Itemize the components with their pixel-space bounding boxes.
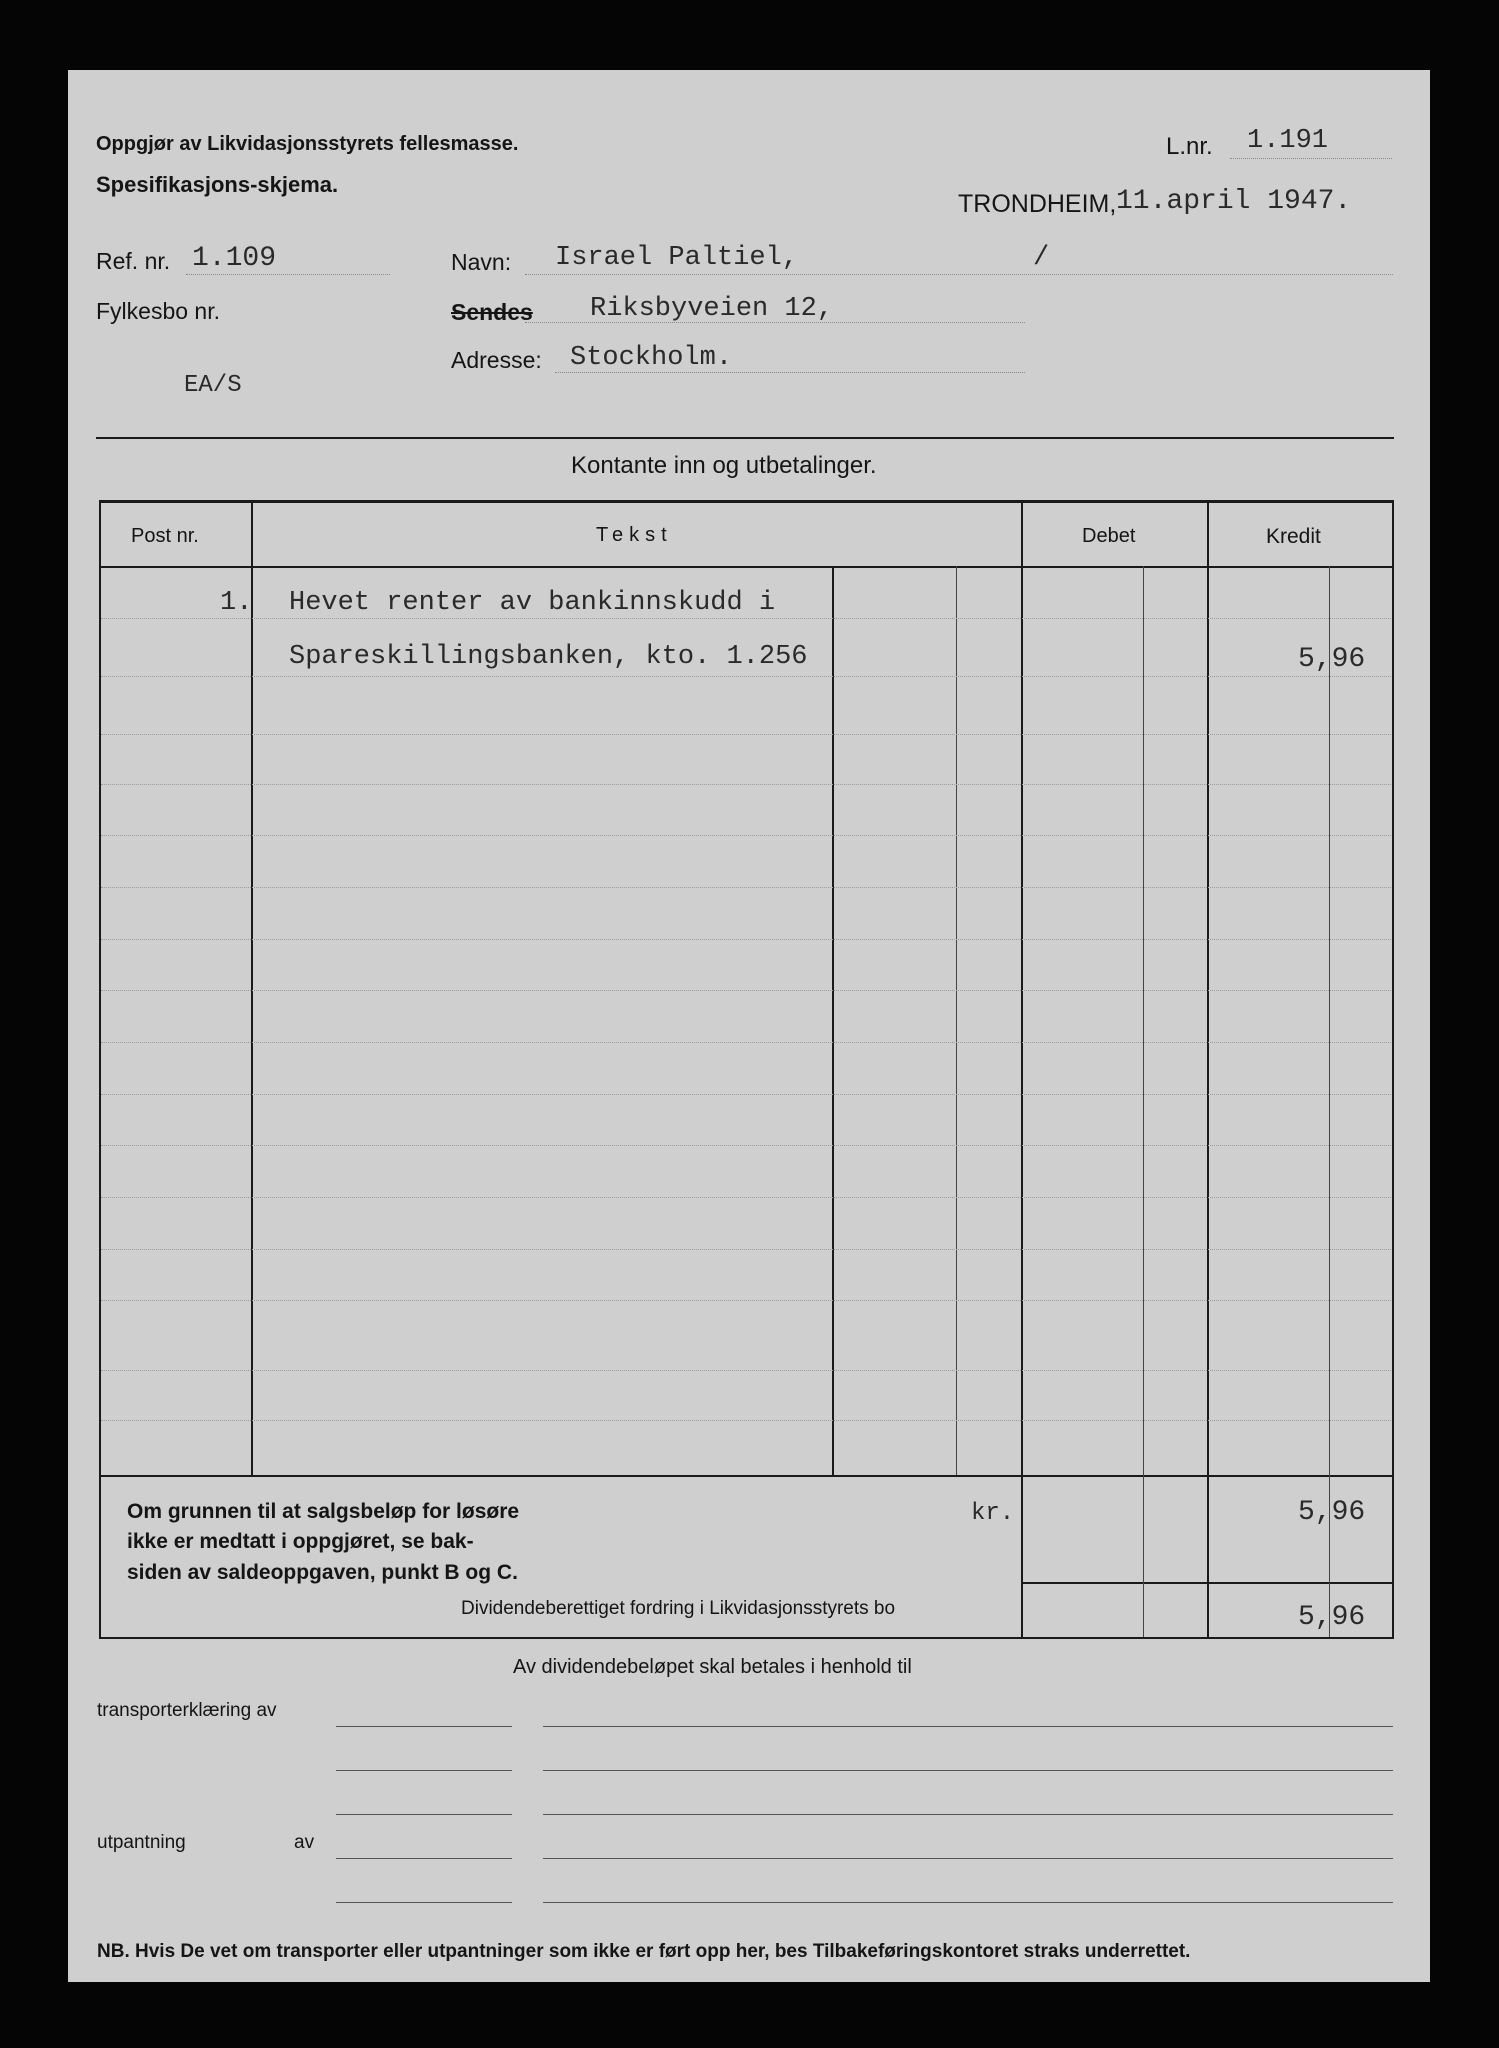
sendes-value: Riksbyveien 12, [590, 294, 834, 324]
col-header-debet: Debet [1082, 525, 1136, 547]
initials: EA/S [184, 372, 242, 399]
footer-note-3: siden av saldeoppgaven, punkt B og C. [127, 1561, 518, 1584]
kr-label: kr. [971, 1500, 1015, 1527]
dividend-kredit: 5,96 [1298, 1602, 1366, 1633]
transport-label: transporterklæring av [97, 1700, 277, 1721]
fylkesbo-label: Fylkesbo nr. [96, 298, 220, 324]
navn-label: Navn: [451, 249, 512, 275]
ref-value: 1.109 [192, 243, 277, 274]
date: 11.april 1947. [1116, 186, 1352, 217]
footer-note-2: ikke er medtatt i oppgjøret, se bak- [127, 1530, 474, 1553]
section-title: Kontante inn og utbetalinger. [571, 452, 877, 479]
adresse-value: Stockholm. [570, 343, 733, 373]
ref-label: Ref. nr. [96, 248, 171, 274]
row-2-kredit: 5,96 [1298, 644, 1366, 675]
adresse-label: Adresse: [451, 347, 542, 373]
document-page [68, 70, 1430, 1982]
navn-value: Israel Paltiel, [555, 243, 799, 273]
utpantning-av-label: av [294, 1832, 315, 1853]
header-line-1: Oppgjør av Likvidasjonsstyrets fellesmasse. [96, 133, 519, 155]
col-header-post: Post nr. [131, 525, 199, 547]
col-header-kredit: Kredit [1266, 525, 1321, 548]
lnr-value: 1.191 [1247, 126, 1329, 156]
utpantning-label: utpantning [97, 1832, 186, 1853]
col-header-tekst: Tekst [596, 524, 673, 546]
sendes-label: Sendes [451, 299, 533, 325]
row-1-tekst: Hevet renter av bankinnskudd i [289, 588, 776, 618]
footer-note-1: Om grunnen til at salgsbeløp for løsøre [127, 1500, 520, 1523]
header-line-2: Spesifikasjons-skjema. [96, 172, 339, 197]
nb-note: NB. Hvis De vet om transporter eller utpantninger som ikke er ført opp her, bes Tilbakeføringskontoret straks underrettet. [97, 1941, 1191, 1962]
total-kredit: 5,96 [1298, 1497, 1366, 1528]
lnr-label: L.nr. [1166, 133, 1213, 160]
dividend-label: Dividendeberettiget fordring i Likvidasjonsstyrets bo [461, 1598, 896, 1619]
row-2-tekst: Spareskillingsbanken, kto. 1.256 [289, 642, 808, 672]
bottom-title: Av dividendebeløpet skal betales i henhold til [513, 1656, 912, 1678]
city: TRONDHEIM, [958, 190, 1117, 218]
row-1-post: 1. [220, 588, 253, 618]
